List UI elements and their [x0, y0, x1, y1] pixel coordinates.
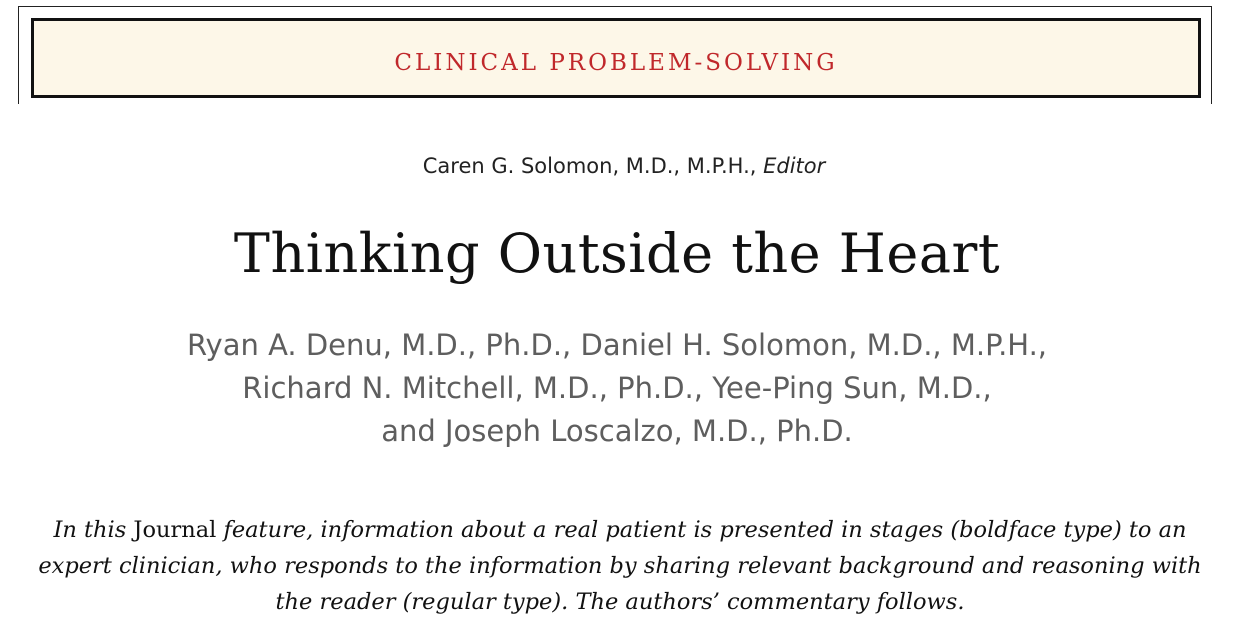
- author-list: [0, 324, 1234, 453]
- section-label: clinical problem-solving: [394, 38, 838, 78]
- author-line-2: Richard N. Mitchell, M.D., Ph.D., Yee-Ping Sun, M.D.,: [242, 371, 992, 405]
- section-banner: [31, 18, 1201, 98]
- intro-journal-word: Journal: [133, 517, 217, 543]
- author-line-3: and Joseph Loscalzo, M.D., Ph.D.: [381, 414, 853, 448]
- intro-text-before: In this: [53, 517, 127, 543]
- feature-intro: [20, 512, 1220, 620]
- author-line-1: Ryan A. Denu, M.D., Ph.D., Daniel H. Solomon, M.D., M.P.H.,: [186, 328, 1048, 362]
- intro-text-after: feature, information about a real patient is presented in stages (boldface type) to an expert clinician, who responds to the information by sharing relevant background and reasoning with the reader (regular type). The authors’ commentary follows.: [38, 517, 1202, 615]
- article-title: Thinking Outside the Heart: [233, 222, 1001, 285]
- editor-role: Editor: [763, 154, 826, 178]
- editor-credit: [0, 154, 1248, 178]
- editor-name: Caren G. Solomon, M.D., M.P.H.,: [422, 154, 757, 178]
